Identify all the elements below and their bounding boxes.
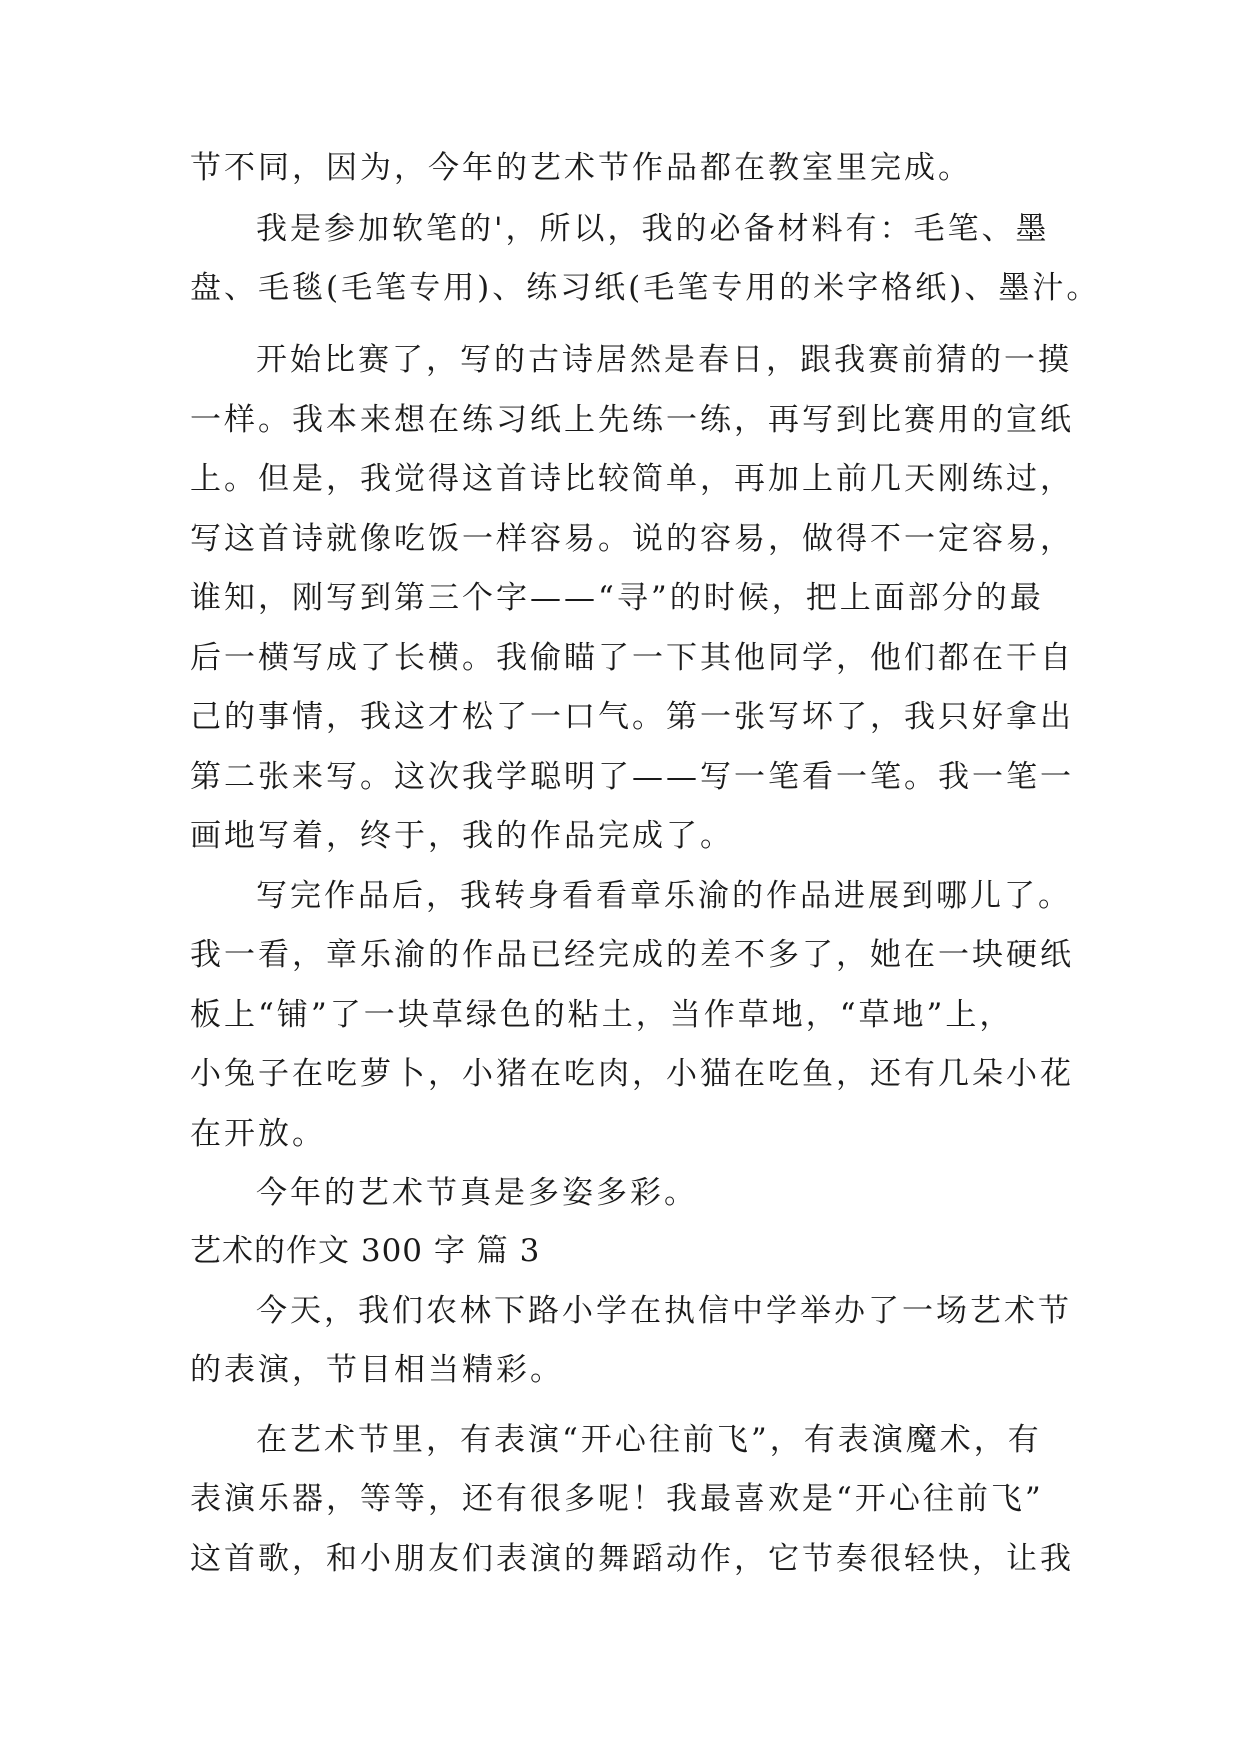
- text-line: 表演乐器，等等，还有很多呢！我最喜欢是“开心往前飞”: [190, 1481, 1044, 1517]
- text-line: 上。但是，我觉得这首诗比较简单，再加上前几天刚练过，: [190, 461, 1074, 497]
- text-line: 今天，我们农林下路小学在执信中学举办了一场艺术节: [256, 1293, 1072, 1329]
- text-line: 板上“铺”了一块草绿色的粘土，当作草地，“草地”上，: [190, 997, 1014, 1033]
- text-line: 节不同，因为，今年的艺术节作品都在教室里完成。: [190, 150, 972, 186]
- text-line: 盘、毛毯(毛笔专用)、练习纸(毛笔专用的米字格纸)、墨汁。: [190, 270, 1101, 306]
- text-line: 写完作品后，我转身看看章乐渝的作品进展到哪儿了。: [256, 878, 1072, 914]
- text-line: 一样。我本来想在练习纸上先练一练，再写到比赛用的宣纸: [190, 402, 1074, 438]
- text-line: 开始比赛了，写的古诗居然是春日，跟我赛前猜的一摸: [256, 342, 1072, 378]
- text-line: 第二张来写。这次我学聪明了——写一笔看一笔。我一笔一: [190, 759, 1074, 795]
- text-line: 的表演，节目相当精彩。: [190, 1352, 564, 1388]
- text-line: 小兔子在吃萝卜，小猪在吃肉，小猫在吃鱼，还有几朵小花: [190, 1056, 1074, 1092]
- text-line: 我是参加软笔的'，所以，我的必备材料有：毛笔、墨: [256, 211, 1050, 247]
- section-heading: 艺术的作文 300 字 篇 3: [190, 1233, 541, 1269]
- text-line: 己的事情，我这才松了一口气。第一张写坏了，我只好拿出: [190, 699, 1074, 735]
- text-line: 我一看，章乐渝的作品已经完成的差不多了，她在一块硬纸: [190, 937, 1074, 973]
- text-line: 谁知，刚写到第三个字——“寻”的时候，把上面部分的最: [190, 580, 1044, 616]
- text-line: 画地写着，终于，我的作品完成了。: [190, 818, 734, 854]
- text-line: 在艺术节里，有表演“开心往前飞”，有表演魔术，有: [256, 1422, 1042, 1458]
- text-line: 在开放。: [190, 1116, 326, 1152]
- text-line: 写这首诗就像吃饭一样容易。说的容易，做得不一定容易，: [190, 521, 1074, 557]
- text-line: 今年的艺术节真是多姿多彩。: [256, 1175, 698, 1211]
- text-line: 后一横写成了长横。我偷瞄了一下其他同学，他们都在干自: [190, 640, 1074, 676]
- text-line: 这首歌，和小朋友们表演的舞蹈动作，它节奏很轻快，让我: [190, 1541, 1074, 1577]
